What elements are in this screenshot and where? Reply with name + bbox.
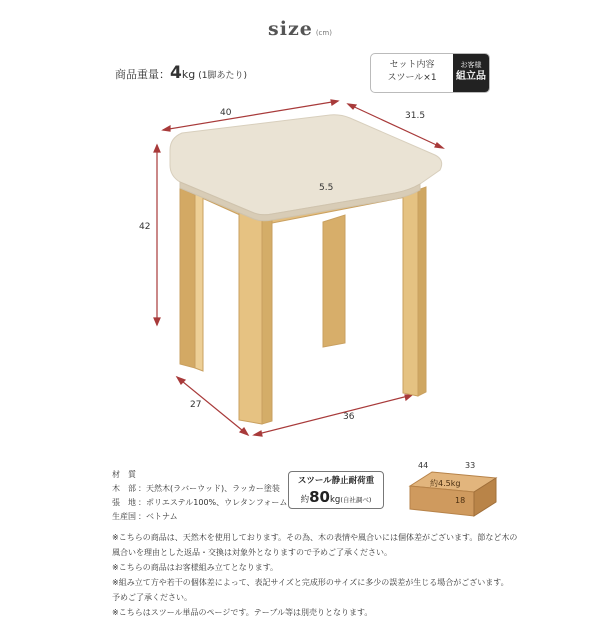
material-value: ：ベトナム xyxy=(138,512,178,521)
note-line: ※こちらはスツール単品のページです。テーブル等は別売りとなります。 xyxy=(112,608,373,617)
base-width-arrow-left xyxy=(254,431,262,436)
width-arrow-left xyxy=(163,126,170,131)
depth-label: 31.5 xyxy=(405,111,426,121)
material-value: ：天然木(ラバーウッド)、ラッカー塗装 xyxy=(138,484,280,493)
back-left-leg xyxy=(180,180,195,368)
note-line: 予めご了承ください。 xyxy=(112,593,192,602)
package-dim-height: 18 xyxy=(455,496,466,505)
front-left-leg-side xyxy=(195,184,203,371)
stool xyxy=(170,115,442,424)
assembly-badge-bottom: 組立品 xyxy=(456,71,486,82)
note-line: ※こちらの商品はお客様組み立てとなります。 xyxy=(112,563,279,572)
material-row-fabric xyxy=(112,496,287,510)
load-capacity-box xyxy=(288,471,384,509)
load-unit: kg xyxy=(329,495,341,505)
material-row-origin xyxy=(112,510,287,524)
package-dim-depth: 33 xyxy=(465,461,476,470)
materials-heading: 材 質 xyxy=(112,470,136,479)
seat-thickness-label: 5.5 xyxy=(319,183,334,193)
load-prefix: 約 xyxy=(300,495,310,505)
front-center-leg xyxy=(239,213,262,424)
weight-note: (1脚あたり) xyxy=(198,71,247,81)
note-line: 風合いを理由とした返品・交換は対象外となりますので予めご了承ください。 xyxy=(112,548,392,557)
assembly-badge-top: お客様 xyxy=(460,61,482,69)
title-unit: (cm) xyxy=(315,29,332,37)
material-key: 木 部 xyxy=(112,484,136,493)
front-center-leg-side xyxy=(262,214,272,424)
back-right-leg xyxy=(323,215,345,347)
materials-section xyxy=(112,468,287,524)
note-line: ※組み立て方や若干の個体差によって、表記サイズと完成形のサイズに多少の誤差が生じる場合がございます。 xyxy=(112,578,509,587)
material-value: ：ポリエステル100%、ウレタンフォーム xyxy=(138,498,288,507)
weight-value: 4 xyxy=(170,63,182,83)
material-key: 生産国 xyxy=(112,512,136,521)
weight-unit: kg xyxy=(181,68,196,81)
front-right-leg-side xyxy=(418,187,426,396)
note-line: ※こちらの商品は、天然木を使用しております。その為、木の表情や風合いには個体差がございます。節など木の xyxy=(112,533,518,542)
height-arrow-top xyxy=(154,145,160,152)
material-row-wood xyxy=(112,482,287,496)
set-contents-title: セット内容 xyxy=(389,60,435,70)
material-key: 張 地 xyxy=(112,498,136,507)
width-arrow-right xyxy=(331,100,338,105)
base-width-arrow-right xyxy=(405,395,412,400)
package-weight: 約4.5kg xyxy=(430,479,461,488)
load-capacity-value-row xyxy=(289,488,383,509)
weight-label: 商品重量： xyxy=(115,68,170,81)
height-label: 42 xyxy=(139,222,151,232)
package-dim-width: 44 xyxy=(418,461,429,470)
notes-section xyxy=(112,530,592,620)
front-right-leg xyxy=(403,187,418,396)
depth-arrow-bottom xyxy=(435,143,443,148)
load-value: 80 xyxy=(309,488,330,506)
title-main: size xyxy=(268,18,313,40)
base-depth-label: 27 xyxy=(190,400,202,410)
depth-arrow-top xyxy=(348,104,356,109)
width-label: 40 xyxy=(220,108,232,118)
height-arrow-bottom xyxy=(154,318,160,325)
load-note: (自社調べ) xyxy=(340,496,372,504)
load-capacity-title: スツール静止耐荷重 xyxy=(297,476,375,486)
set-contents-item: スツール×1 xyxy=(387,73,437,83)
base-depth-line xyxy=(177,377,248,435)
base-width-label: 36 xyxy=(343,412,355,422)
base-width-line xyxy=(254,395,412,435)
